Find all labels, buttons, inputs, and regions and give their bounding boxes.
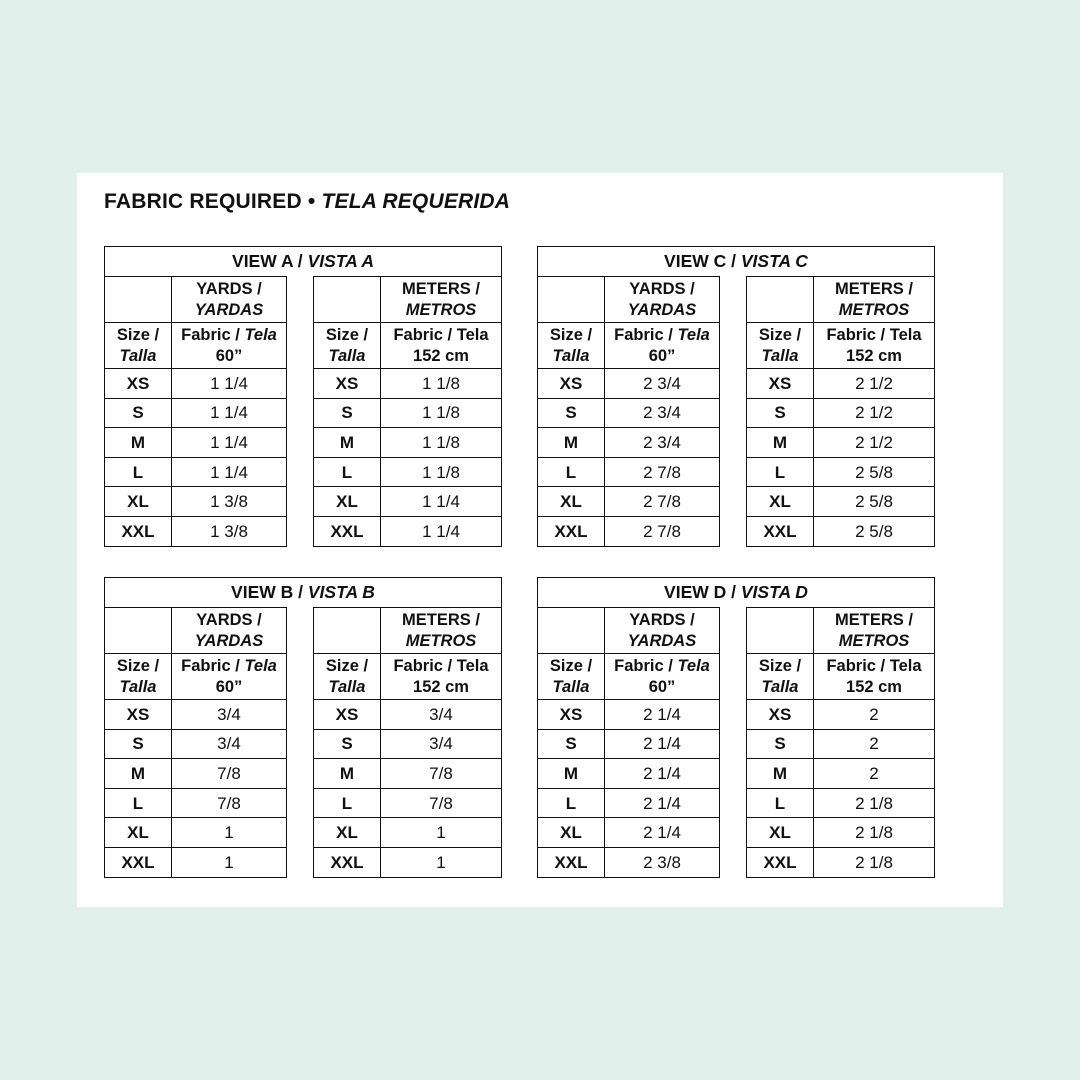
unit-label-es: METROS <box>405 631 477 650</box>
unit-header <box>814 277 935 323</box>
yards-value-cell: 1 <box>172 847 287 877</box>
size-cell: L <box>314 457 381 487</box>
size-label-en: Size / <box>549 325 593 344</box>
unit-label-en: YARDS / <box>629 279 695 298</box>
size-cell: S <box>747 398 814 428</box>
size-cell: XS <box>747 700 814 730</box>
table-row <box>105 487 287 517</box>
size-cell: S <box>105 729 172 759</box>
unit-label-en: METERS / <box>402 610 480 629</box>
table-row <box>314 457 502 487</box>
table-row <box>314 847 502 877</box>
table-row <box>747 729 935 759</box>
table-row <box>538 398 720 428</box>
view-title-en: VIEW C / <box>664 251 736 271</box>
title-main: FABRIC REQUIRED • <box>104 190 322 213</box>
yards-table <box>104 607 287 878</box>
table-row <box>747 847 935 877</box>
unit-label-en: YARDS / <box>629 610 695 629</box>
view-title-es: VISTA B <box>307 582 375 602</box>
subtables <box>537 607 935 878</box>
table-row <box>105 516 287 546</box>
size-label-es: Talla <box>119 677 157 696</box>
table-row <box>314 516 502 546</box>
meters-table <box>746 276 935 547</box>
page-title <box>104 190 510 214</box>
unit-label-es: METROS <box>838 300 910 319</box>
unit-label-es: YARDAS <box>627 631 697 650</box>
size-cell: M <box>105 759 172 789</box>
yards-value-cell: 2 7/8 <box>605 487 720 517</box>
view-header <box>104 577 502 607</box>
column-header-row <box>105 323 287 369</box>
view-title-en: VIEW B / <box>231 582 303 602</box>
table-row <box>747 369 935 399</box>
table-row <box>314 398 502 428</box>
size-cell: S <box>538 729 605 759</box>
blank-cell <box>105 277 172 323</box>
meters-table <box>746 607 935 878</box>
blank-cell <box>747 277 814 323</box>
meters-value-cell: 2 <box>814 700 935 730</box>
view-header <box>104 246 502 276</box>
yards-value-cell: 2 3/4 <box>605 369 720 399</box>
size-label-en: Size / <box>116 656 160 675</box>
fabric-header <box>381 654 502 700</box>
yards-value-cell: 2 1/4 <box>605 788 720 818</box>
unit-header <box>605 277 720 323</box>
yards-table <box>537 276 720 547</box>
size-cell: S <box>314 729 381 759</box>
meters-value-cell: 3/4 <box>381 700 502 730</box>
meters-value-cell: 2 1/2 <box>814 428 935 458</box>
size-cell: L <box>105 457 172 487</box>
fabric-label-es: Tela <box>677 325 710 344</box>
size-cell: XS <box>538 700 605 730</box>
size-cell: M <box>538 759 605 789</box>
yards-value-cell: 1 1/4 <box>172 398 287 428</box>
yards-value-cell: 1 3/8 <box>172 516 287 546</box>
subtables <box>104 276 502 547</box>
table-row <box>538 759 720 789</box>
meters-value-cell: 2 <box>814 759 935 789</box>
size-label-en: Size / <box>116 325 160 344</box>
yards-value-cell: 2 1/4 <box>605 818 720 848</box>
blank-cell <box>747 608 814 654</box>
size-cell: S <box>314 398 381 428</box>
size-cell: XXL <box>314 847 381 877</box>
meters-value-cell: 3/4 <box>381 729 502 759</box>
blank-cell <box>105 608 172 654</box>
fabric-label-en: Fabric / <box>826 325 886 344</box>
table-row <box>538 457 720 487</box>
meters-value-cell: 2 5/8 <box>814 516 935 546</box>
unit-header <box>172 277 287 323</box>
table-row <box>747 516 935 546</box>
meters-value-cell: 1 <box>381 818 502 848</box>
size-cell: XS <box>538 369 605 399</box>
blank-cell <box>538 608 605 654</box>
fabric-width: 152 cm <box>413 346 469 365</box>
unit-header <box>605 608 720 654</box>
yards-value-cell: 1 1/4 <box>172 457 287 487</box>
size-cell: L <box>747 788 814 818</box>
table-row <box>747 818 935 848</box>
table-row <box>747 428 935 458</box>
view-title-es: VISTA C <box>740 251 808 271</box>
column-header-row <box>314 323 502 369</box>
table-row <box>105 369 287 399</box>
size-cell: L <box>314 788 381 818</box>
table-row <box>314 788 502 818</box>
size-label-es: Talla <box>119 346 157 365</box>
table-row <box>747 759 935 789</box>
view-title-es: VISTA D <box>740 582 808 602</box>
fabric-width: 60” <box>215 346 243 365</box>
fabric-label-es: Tela <box>244 325 277 344</box>
table-row <box>314 759 502 789</box>
size-cell: S <box>105 398 172 428</box>
size-cell: XS <box>105 369 172 399</box>
unit-label-es: YARDAS <box>194 300 264 319</box>
column-header-row <box>538 654 720 700</box>
unit-header-row <box>105 277 287 323</box>
size-label-es: Talla <box>328 346 366 365</box>
unit-label-en: YARDS / <box>196 279 262 298</box>
size-header <box>538 323 605 369</box>
fabric-label-es: Tela <box>889 656 922 675</box>
size-cell: XXL <box>538 847 605 877</box>
unit-header-row <box>538 608 720 654</box>
fabric-label-en: Fabric / <box>393 656 453 675</box>
fabric-header <box>605 654 720 700</box>
unit-header <box>381 277 502 323</box>
size-cell: XL <box>105 818 172 848</box>
size-cell: XXL <box>105 847 172 877</box>
table-row <box>747 398 935 428</box>
unit-label-es: YARDAS <box>194 631 264 650</box>
table-row <box>105 457 287 487</box>
size-header <box>747 323 814 369</box>
size-cell: L <box>538 788 605 818</box>
table-row <box>105 398 287 428</box>
meters-value-cell: 2 1/2 <box>814 369 935 399</box>
table-row <box>538 847 720 877</box>
size-cell: M <box>105 428 172 458</box>
view-table <box>104 577 502 878</box>
table-row <box>314 818 502 848</box>
meters-value-cell: 1 1/8 <box>381 428 502 458</box>
blank-cell <box>538 277 605 323</box>
meters-value-cell: 1 1/8 <box>381 369 502 399</box>
size-header <box>538 654 605 700</box>
view-header <box>537 577 935 607</box>
fabric-header <box>814 654 935 700</box>
size-header <box>105 323 172 369</box>
size-cell: M <box>538 428 605 458</box>
size-label-en: Size / <box>549 656 593 675</box>
yards-value-cell: 1 3/8 <box>172 487 287 517</box>
fabric-label-es: Tela <box>456 656 489 675</box>
size-label-es: Talla <box>552 346 590 365</box>
yards-value-cell: 3/4 <box>172 700 287 730</box>
meters-value-cell: 7/8 <box>381 759 502 789</box>
size-cell: XXL <box>747 516 814 546</box>
size-cell: M <box>747 759 814 789</box>
meters-value-cell: 7/8 <box>381 788 502 818</box>
size-cell: XXL <box>105 516 172 546</box>
table-row <box>747 487 935 517</box>
unit-label-es: METROS <box>838 631 910 650</box>
meters-table <box>313 607 502 878</box>
unit-header-row <box>747 277 935 323</box>
table-row <box>538 700 720 730</box>
unit-label-en: METERS / <box>835 279 913 298</box>
yards-value-cell: 2 3/4 <box>605 398 720 428</box>
fabric-header <box>605 323 720 369</box>
meters-value-cell: 1 1/8 <box>381 398 502 428</box>
fabric-card <box>77 173 1003 907</box>
unit-header <box>381 608 502 654</box>
yards-value-cell: 2 7/8 <box>605 516 720 546</box>
size-cell: M <box>747 428 814 458</box>
size-cell: M <box>314 428 381 458</box>
yards-value-cell: 2 1/4 <box>605 729 720 759</box>
unit-header-row <box>314 608 502 654</box>
table-row <box>538 729 720 759</box>
view-table <box>104 246 502 547</box>
unit-header <box>172 608 287 654</box>
blank-cell <box>314 608 381 654</box>
table-row <box>538 516 720 546</box>
fabric-label-en: Fabric / <box>614 325 673 344</box>
meters-value-cell: 2 1/8 <box>814 847 935 877</box>
size-cell: XL <box>538 487 605 517</box>
fabric-width: 152 cm <box>413 677 469 696</box>
title-italic: TELA REQUERIDA <box>321 190 511 213</box>
view-table <box>537 246 935 547</box>
meters-value-cell: 1 1/4 <box>381 487 502 517</box>
table-row <box>538 818 720 848</box>
size-label-en: Size / <box>325 325 369 344</box>
unit-label-en: YARDS / <box>196 610 262 629</box>
table-row <box>105 847 287 877</box>
table-row <box>314 487 502 517</box>
size-cell: XL <box>314 487 381 517</box>
fabric-label-en: Fabric / <box>614 656 673 675</box>
subtables <box>537 276 935 547</box>
size-cell: XL <box>538 818 605 848</box>
size-header <box>105 654 172 700</box>
view-header <box>537 246 935 276</box>
fabric-label-es: Tela <box>456 325 489 344</box>
size-cell: S <box>747 729 814 759</box>
size-cell: XS <box>314 369 381 399</box>
size-label-es: Talla <box>761 346 799 365</box>
meters-table <box>313 276 502 547</box>
yards-value-cell: 2 3/8 <box>605 847 720 877</box>
column-header-row <box>105 654 287 700</box>
subtables <box>104 607 502 878</box>
table-row <box>105 428 287 458</box>
size-label-es: Talla <box>328 677 366 696</box>
size-cell: XL <box>105 487 172 517</box>
meters-value-cell: 1 1/8 <box>381 457 502 487</box>
meters-value-cell: 2 1/8 <box>814 788 935 818</box>
size-label-en: Size / <box>758 325 802 344</box>
view-title-en: VIEW D / <box>664 582 736 602</box>
table-row <box>314 369 502 399</box>
size-cell: XL <box>314 818 381 848</box>
size-cell: XXL <box>747 847 814 877</box>
table-row <box>314 428 502 458</box>
unit-header-row <box>105 608 287 654</box>
fabric-width: 60” <box>648 677 676 696</box>
fabric-header <box>172 323 287 369</box>
size-header <box>314 323 381 369</box>
fabric-label-es: Tela <box>244 656 277 675</box>
size-label-es: Talla <box>761 677 799 696</box>
unit-header-row <box>747 608 935 654</box>
size-cell: L <box>747 457 814 487</box>
size-cell: XL <box>747 487 814 517</box>
table-row <box>105 729 287 759</box>
fabric-width: 152 cm <box>846 677 902 696</box>
meters-value-cell: 2 5/8 <box>814 487 935 517</box>
fabric-label-es: Tela <box>889 325 922 344</box>
table-row <box>105 759 287 789</box>
fabric-header <box>814 323 935 369</box>
unit-label-en: METERS / <box>402 279 480 298</box>
fabric-width: 60” <box>648 346 676 365</box>
yards-value-cell: 2 1/4 <box>605 759 720 789</box>
yards-value-cell: 1 <box>172 818 287 848</box>
meters-value-cell: 2 1/8 <box>814 818 935 848</box>
unit-header <box>814 608 935 654</box>
yards-value-cell: 2 1/4 <box>605 700 720 730</box>
table-row <box>314 729 502 759</box>
meters-value-cell: 2 <box>814 729 935 759</box>
table-row <box>747 457 935 487</box>
table-row <box>538 788 720 818</box>
size-cell: S <box>538 398 605 428</box>
table-row <box>314 700 502 730</box>
blank-cell <box>314 277 381 323</box>
table-row <box>538 369 720 399</box>
yards-value-cell: 2 7/8 <box>605 457 720 487</box>
yards-value-cell: 1 1/4 <box>172 369 287 399</box>
yards-value-cell: 2 3/4 <box>605 428 720 458</box>
table-row <box>105 818 287 848</box>
size-header <box>747 654 814 700</box>
fabric-label-en: Fabric / <box>181 325 240 344</box>
view-title-en: VIEW A / <box>232 251 303 271</box>
yards-table <box>537 607 720 878</box>
size-label-en: Size / <box>758 656 802 675</box>
fabric-label-en: Fabric / <box>393 325 453 344</box>
size-cell: M <box>314 759 381 789</box>
yards-value-cell: 7/8 <box>172 788 287 818</box>
table-row <box>105 700 287 730</box>
column-header-row <box>747 323 935 369</box>
meters-value-cell: 2 1/2 <box>814 398 935 428</box>
table-row <box>105 788 287 818</box>
view-title-es: VISTA A <box>307 251 374 271</box>
unit-label-es: METROS <box>405 300 477 319</box>
fabric-header <box>381 323 502 369</box>
unit-header-row <box>314 277 502 323</box>
size-cell: XXL <box>538 516 605 546</box>
size-cell: L <box>105 788 172 818</box>
fabric-label-es: Tela <box>677 656 710 675</box>
table-row <box>747 700 935 730</box>
fabric-header <box>172 654 287 700</box>
yards-table <box>104 276 287 547</box>
meters-value-cell: 1 <box>381 847 502 877</box>
size-cell: L <box>538 457 605 487</box>
yards-value-cell: 7/8 <box>172 759 287 789</box>
size-cell: XXL <box>314 516 381 546</box>
unit-header-row <box>538 277 720 323</box>
size-cell: XS <box>747 369 814 399</box>
size-label-en: Size / <box>325 656 369 675</box>
column-header-row <box>747 654 935 700</box>
unit-label-en: METERS / <box>835 610 913 629</box>
fabric-label-en: Fabric / <box>181 656 240 675</box>
yards-value-cell: 3/4 <box>172 729 287 759</box>
column-header-row <box>538 323 720 369</box>
meters-value-cell: 1 1/4 <box>381 516 502 546</box>
size-header <box>314 654 381 700</box>
table-row <box>538 428 720 458</box>
size-cell: XS <box>314 700 381 730</box>
fabric-width: 152 cm <box>846 346 902 365</box>
meters-value-cell: 2 5/8 <box>814 457 935 487</box>
size-cell: XL <box>747 818 814 848</box>
unit-label-es: YARDAS <box>627 300 697 319</box>
yards-value-cell: 1 1/4 <box>172 428 287 458</box>
view-table <box>537 577 935 878</box>
table-row <box>538 487 720 517</box>
column-header-row <box>314 654 502 700</box>
table-row <box>747 788 935 818</box>
fabric-width: 60” <box>215 677 243 696</box>
size-label-es: Talla <box>552 677 590 696</box>
fabric-label-en: Fabric / <box>826 656 886 675</box>
size-cell: XS <box>105 700 172 730</box>
